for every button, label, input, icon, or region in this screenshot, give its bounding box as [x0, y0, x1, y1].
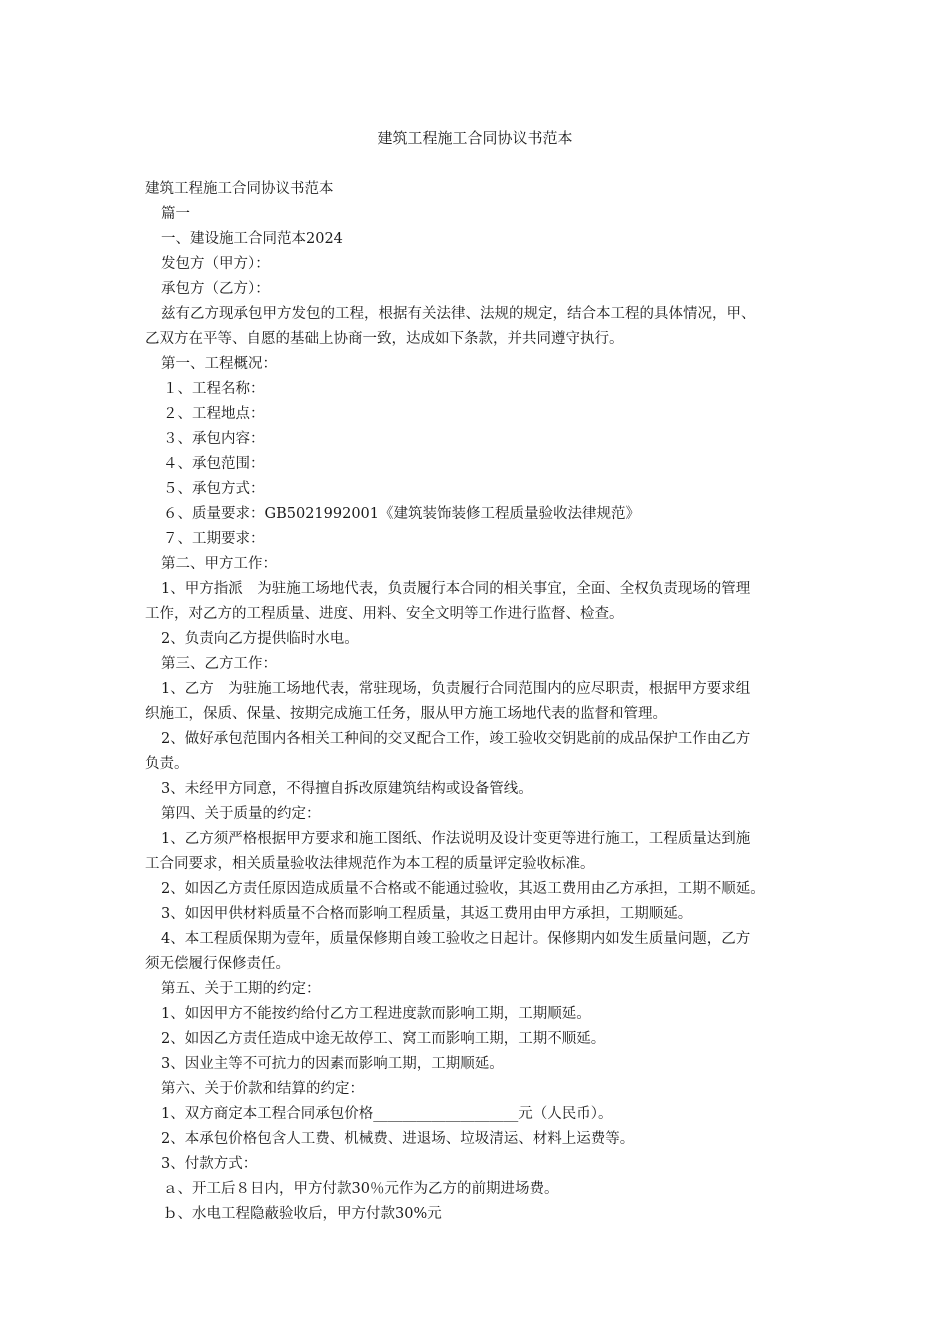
- paragraph-line: 3、因业主等不可抗力的因素而影响工期，工期顺延。: [161, 1056, 504, 1072]
- list-item: ａ、开工后８日内，甲方付款30％元作为乙方的前期进场费。: [163, 1181, 559, 1197]
- paragraph-line: 1、如因甲方不能按约给付乙方工程进度款而影响工期，工期顺延。: [161, 1006, 591, 1022]
- clause-heading: 第二、甲方工作：: [161, 556, 277, 572]
- paragraph-line: 3、未经甲方同意，不得擅自拆改原建筑结构或设备管线。: [161, 781, 533, 797]
- paragraph-line: 2、本承包价格包含人工费、机械费、进退场、垃圾清运、材料上运费等。: [161, 1131, 635, 1147]
- paragraph-line: 工合同要求，相关质量验收法律规范作为本工程的质量评定验收标准。: [145, 856, 595, 872]
- list-item: ５、承包方式：: [163, 481, 265, 497]
- clause-heading: 第五、关于工期的约定：: [161, 981, 321, 997]
- document-body: [145, 177, 825, 1227]
- paragraph-line: 织施工，保质、保量、按期完成施工任务，服从甲方施工场地代表的监督和管理。: [145, 706, 667, 722]
- paragraph-line: 2、如因乙方责任原因造成质量不合格或不能通过验收，其返工费用由乙方承担，工期不顺延。: [161, 881, 765, 897]
- paragraph-line: 2、负责向乙方提供临时水电。: [161, 631, 359, 647]
- paragraph-line: 须无偿履行保修责任。: [145, 956, 290, 972]
- list-item: ｂ、水电工程隐蔽验收后，甲方付款30%元: [163, 1206, 442, 1222]
- section-label: 篇一: [161, 206, 190, 222]
- clause-heading: 第一、工程概况：: [161, 356, 277, 372]
- body-heading: 建筑工程施工合同协议书范本: [145, 181, 334, 197]
- clause-heading: 第四、关于质量的约定：: [161, 806, 321, 822]
- paragraph-line: 乙双方在平等、自愿的基础上协商一致，达成如下条款，并共同遵守执行。: [145, 331, 624, 347]
- paragraph-line: 负责。: [145, 756, 189, 772]
- paragraph-line: 4、本工程质保期为壹年，质量保修期自竣工验收之日起计。保修期内如发生质量问题，乙方: [161, 931, 751, 947]
- paragraph-line: 1、甲方指派 为驻施工场地代表，负责履行本合同的相关事宜，全面、全权负责现场的管理: [161, 581, 751, 597]
- clause-heading: 第六、关于价款和结算的约定：: [161, 1081, 364, 1097]
- clause-heading: 第三、乙方工作：: [161, 656, 277, 672]
- section-heading: 一、建设施工合同范本2024: [161, 231, 343, 247]
- list-item: ６、质量要求：GB5021992001《建筑装饰装修工程质量验收法律规范》: [163, 506, 640, 522]
- paragraph-line: 兹有乙方现承包甲方发包的工程，根据有关法律、法规的规定，结合本工程的具体情况，甲、: [161, 306, 756, 322]
- list-item: ２、工程地点：: [163, 406, 265, 422]
- list-item: ７、工期要求：: [163, 531, 265, 547]
- list-item: ３、承包内容：: [163, 431, 265, 447]
- paragraph-line: 工作，对乙方的工程质量、进度、用料、安全文明等工作进行监督、检查。: [145, 606, 624, 622]
- paragraph-line: 2、如因乙方责任造成中途无故停工、窝工而影响工期，工期不顺延。: [161, 1031, 606, 1047]
- paragraph-line: 1、乙方须严格根据甲方要求和施工图纸、作法说明及设计变更等进行施工，工程质量达到施: [161, 831, 751, 847]
- list-item: １、工程名称：: [163, 381, 265, 397]
- document-title: 建筑工程施工合同协议书范本: [377, 129, 573, 147]
- list-item: ４、承包范围：: [163, 456, 265, 472]
- paragraph-line: 3、付款方式：: [161, 1156, 258, 1172]
- paragraph-line: 1、乙方 为驻施工场地代表，常驻现场，负责履行合同范围内的应尽职责，根据甲方要求组: [161, 681, 751, 697]
- paragraph-line: 3、如因甲供材料质量不合格而影响工程质量，其返工费用由甲方承担，工期顺延。: [161, 906, 693, 922]
- party-b-line: 承包方（乙方）：: [161, 281, 270, 297]
- paragraph-line: 1、双方商定本工程合同承包价格____________________元（人民币）。: [161, 1106, 613, 1122]
- paragraph-line: 2、做好承包范围内各相关工种间的交叉配合工作，竣工验收交钥匙前的成品保护工作由乙方: [161, 731, 751, 747]
- party-a-line: 发包方（甲方）：: [161, 256, 270, 272]
